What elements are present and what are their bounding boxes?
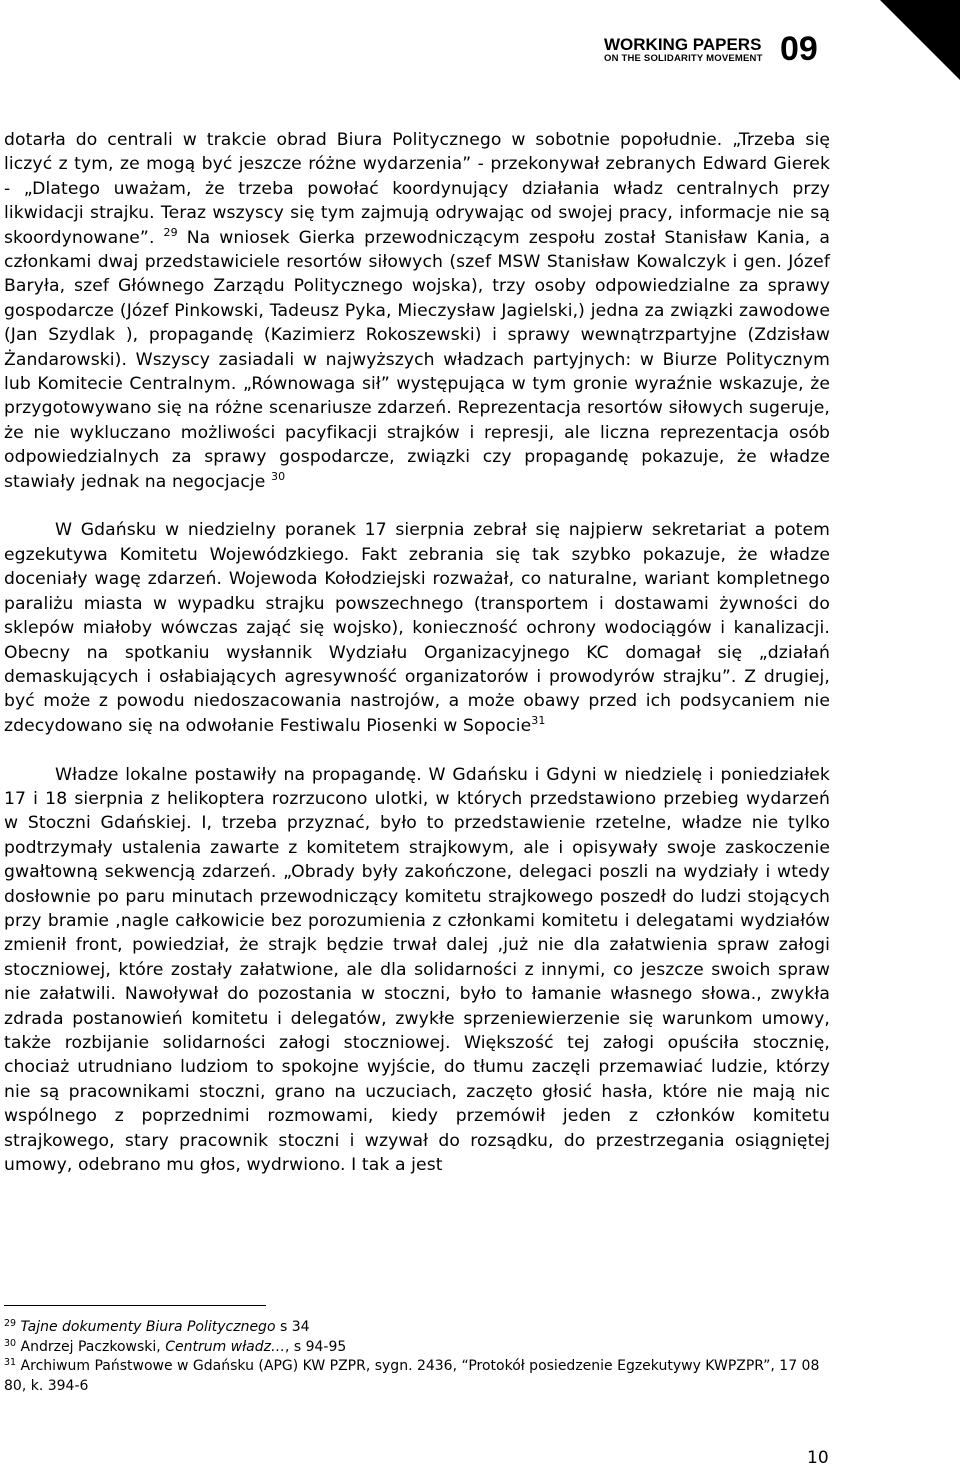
masthead-subtitle: ON THE SOLIDARITY MOVEMENT xyxy=(604,53,763,64)
footnote-text: Andrzej Paczkowski, xyxy=(20,1338,166,1355)
footnote xyxy=(4,1338,834,1358)
footnote-text: Centrum władz… xyxy=(165,1338,285,1355)
footnote-number: 30 xyxy=(4,1337,17,1349)
corner-triangle-decoration xyxy=(880,0,960,80)
footnotes xyxy=(4,1318,834,1396)
footnote xyxy=(4,1318,834,1338)
paragraph-text: W Gdańsku w niedzielny poranek 17 sierpnia zebrał się najpierw sekretariat a potem egzekutywa Komitetu Wojewódzkiego. Fakt zebrania się tak szybko pokazuje, że władze doceniały wagę zdarzeń. Wojewoda Kołodziejski rozważał, co naturalne, wariant kompletnego paraliżu miasta w wypadku strajku powszechnego (transportem i dostawami żywności do sklepów miałoby wówczas zająć się wojsko), konieczność ochrony wodociągów i kanalizacji. Obecny na spotkaniu wysłannik Wydziału Organizacyjnego KC domagał się „działań demaskujących i osłabiających agresywność organizatorów i prowodyrów strajku”. Z drugiej, być może z powodu niedoszacowania nastrojów, a może obawy przed ich podsycaniem nie zdecydowano się na odwołanie Festiwalu Piosenki w Sopocie xyxy=(4,520,830,736)
masthead-title: WORKING PAPERS xyxy=(604,35,762,54)
footnote-divider xyxy=(4,1305,266,1306)
footnote xyxy=(4,1357,834,1396)
footnote-reference: 29 xyxy=(163,225,178,239)
footnote-reference: 30 xyxy=(271,469,286,483)
footnote-number: 31 xyxy=(4,1357,17,1368)
page-number: 10 xyxy=(807,1448,829,1468)
issue-number: 09 xyxy=(780,30,818,68)
footnote-text: Tajne dokumenty Biura Politycznego xyxy=(20,1319,276,1335)
footnote-number: 29 xyxy=(4,1318,17,1329)
paragraph-text: Na wniosek Gierka przewodniczącym zespołu został Stanisław Kania, a członkami dwaj przedstawiciele resortów siłowych (szef MSW Stanisław Kowalczyk i gen. Józef Baryła, szef Głównego Zarządu Politycznego wojska), trzy osoby odpowiedzialne za sprawy gospodarcze (Józef Pinkowski, Tadeusz Pyka, Mieczysław Jagielski,) jedna za związki zawodowe (Jan Szydlak ), propagandę (Kazimierz Rokoszewski) i sprawy wewnątrzpartyjne (Zdzisław Żandarowski). Wszyscy zasiadali w najwyższych władzach partyjnych: w Biurze Politycznym lub Komitecie Centralnym. „Równowaga sił” występująca w tym gronie wyraźnie wskazuje, że przygotowywano się na różne scenariusze zdarzeń. Reprezentacja resortów siłowych sugeruje, że nie wykluczano możliwości pacyfikacji strajków i represji, ale liczna reprezentacja osób odpowiedzialnych za sprawy gospodarcze, związki czy propagandę pokazuje, że władze stawiały jednak na negocjacje xyxy=(4,227,830,492)
paragraph-text: dotarła do centrali w trakcie obrad Biura Politycznego w sobotnie popołudnie. „Trzeba się liczyć z tym, ze mogą być jeszcze różne wydarzenia” - przekonywał zebranych Edward Gierek - „Dlatego uważam, że trzeba powołać koordynujący działania władz centralnych przy likwidacji strajku. Teraz wszyscy się tym zajmują odrywając od swojej pracy, informacje nie są skoordynowane”. xyxy=(4,130,830,248)
paragraph xyxy=(4,128,830,494)
footnote-text: Archiwum Państwowe w Gdańsku (APG) KW PZPR, sygn. 2436, “Protokół posiedzenie Egzekutywy KWPZPR”, 17 08 80, k. 394-6 xyxy=(4,1358,820,1394)
paragraph xyxy=(4,518,830,738)
body-text xyxy=(4,128,830,1202)
paragraph xyxy=(4,763,830,1178)
footnote-text: s 34 xyxy=(275,1319,310,1335)
masthead xyxy=(604,36,770,64)
footnote-reference: 31 xyxy=(531,713,546,727)
paragraph-text: Władze lokalne postawiły na propagandę. W Gdańsku i Gdyni w niedzielę i poniedziałek 17 i 18 sierpnia z helikoptera rozrzucono ulotki, w których przedstawiono przebieg wydarzeń w Stoczni Gdańskiej. I, trzeba przyznać, było to przedstawienie rzetelne, władze nie tylko podtrzymały ustalenia zawarte z komitetem strajkowym, ale i opisywały swoje zaskoczenie gwałtowną sekwencją zdarzeń. „Obrady były zakończone, delegaci poszli na wydziały i wtedy dosłownie po paru minutach przewodniczący komitetu strajkowego poszedł do ludzi stojących przy bramie ,nagle całkowicie bez porozumienia z członkami komitetu i delegatami wydziałów zmienił front, powiedział, że strajk będzie trwał dalej ,już nie dla załatwienia spraw załogi stoczniowej, które zostały załatwione, ale dla solidarności z innymi, co jeszcze swoich spraw nie załatwili. Nawoływał do pozostania w stoczni, było to łamanie własnego słowa., zwykła zdrada postanowień komitetu i delegatów, zwykłe sprzeniewierzenie się warunkom umowy, także rozbijanie solidarności załogi stoczniowej. Większość tej załogi opuściła stocznię, chociaż utrudniano ludziom to spokojne wyjście, do tłumu zaczęli przemawiać ludzie, którzy nie są pracownikami stoczni, grano na uczuciach, zaczęto głosić hasła, które nie mają nic wspólnego z poprzednimi rozmowami, kiedy przemówił jeden z członków komitetu strajkowego, stary pracownik stoczni i wzywał do rozsądku, do przestrzegania osiągniętej umowy, odebrano mu głos, wydrwiono. I tak a jest xyxy=(4,764,830,1176)
footnote-text: , s 94-95 xyxy=(284,1338,347,1355)
